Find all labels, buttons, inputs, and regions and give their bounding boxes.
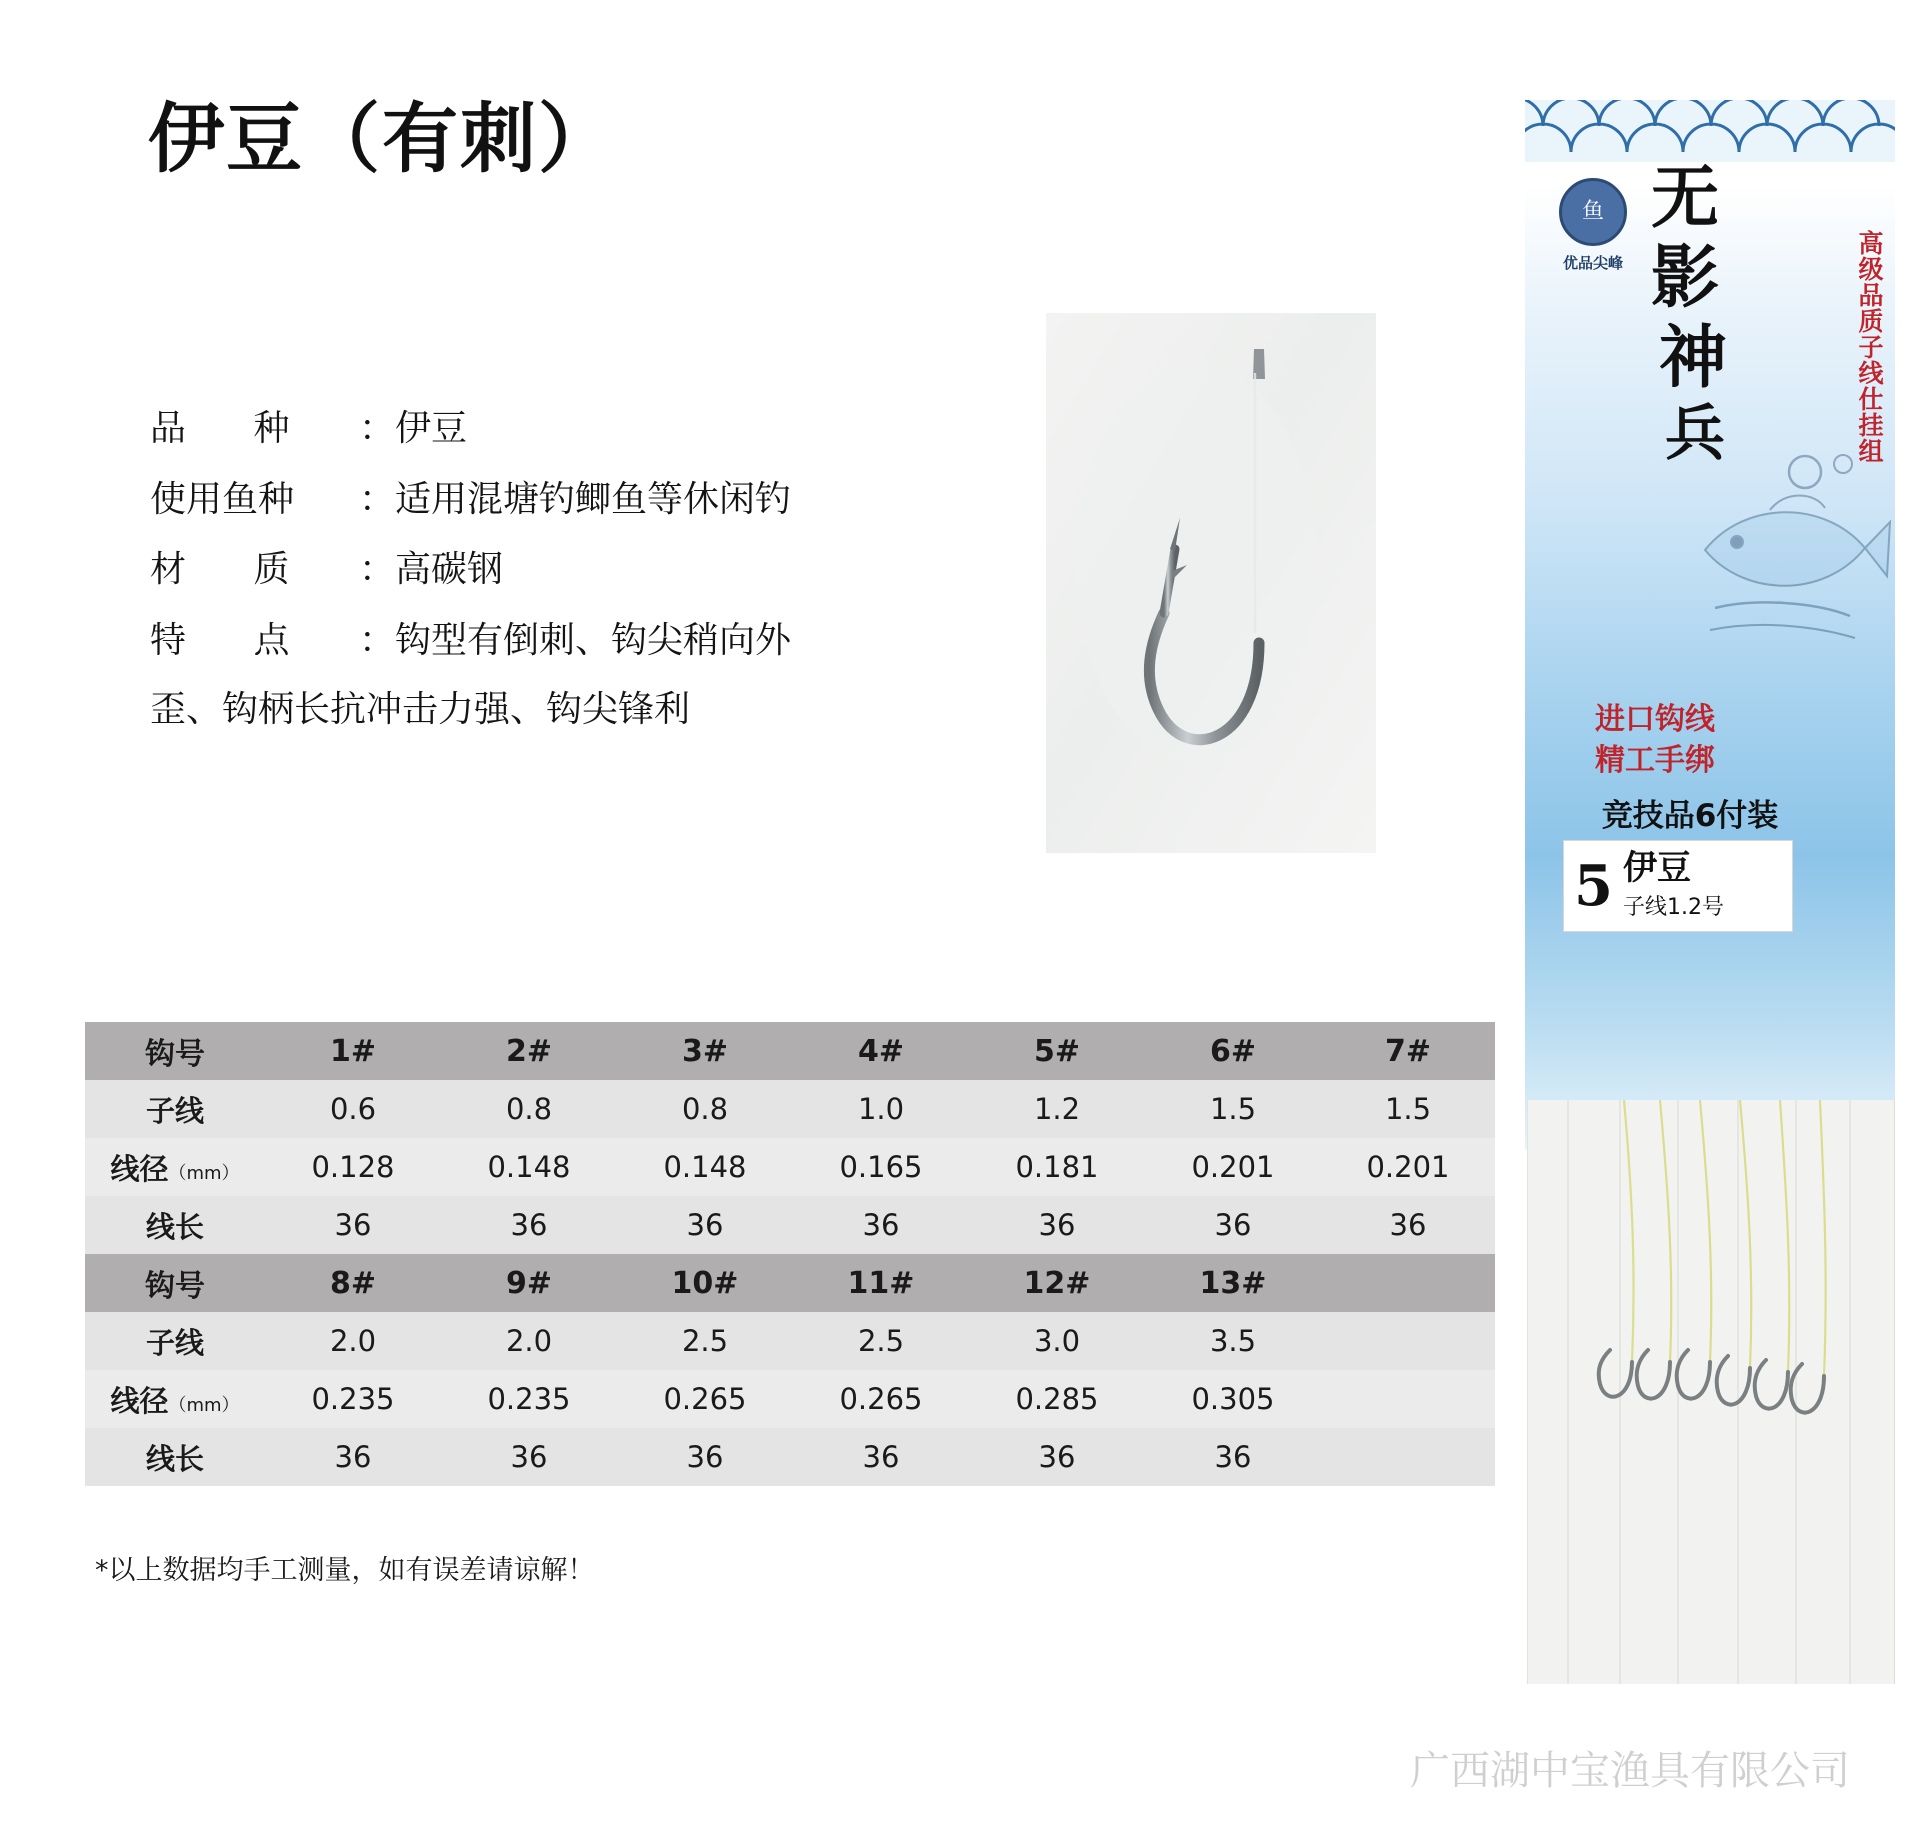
table-row-header-2 <box>85 1254 1495 1312</box>
package-card <box>1525 100 1895 1150</box>
table-cell: 12# <box>969 1254 1145 1312</box>
spec-table <box>85 1022 1495 1486</box>
table-cell: 4# <box>793 1022 969 1080</box>
table-cell: 1# <box>265 1022 441 1080</box>
spec-label-text2: 质 <box>253 549 290 591</box>
table-cell: 0.128 <box>265 1138 441 1196</box>
table-cell: 2.5 <box>617 1312 793 1370</box>
spec-label-text: 使用鱼种 <box>150 478 295 520</box>
package-size-label <box>1563 840 1793 932</box>
table-cell: 36 <box>1145 1428 1321 1486</box>
spec-colon: ： <box>358 408 395 449</box>
size-type-name: 伊豆 <box>1622 847 1691 888</box>
table-cell <box>1321 1370 1495 1428</box>
brand-char-1: 无 <box>1651 158 1720 238</box>
row-label-length: 线长 <box>85 1428 265 1486</box>
table-cell: 36 <box>441 1428 617 1486</box>
table-row <box>85 1138 1495 1196</box>
spec-row <box>150 617 950 666</box>
package-red-line-2: 精工手绑 <box>1595 742 1715 778</box>
table-cell: 0.6 <box>265 1080 441 1138</box>
size-line-spec: 子线1.2号 <box>1622 895 1724 921</box>
company-footer: 广西湖中宝渔具有限公司 <box>1410 1748 1850 1794</box>
package-red-text <box>1525 700 1785 781</box>
table-cell: 1.5 <box>1145 1080 1321 1138</box>
row-label-diameter <box>85 1370 265 1428</box>
table-cell: 0.265 <box>793 1370 969 1428</box>
table-cell: 5# <box>969 1022 1145 1080</box>
table-cell <box>1321 1428 1495 1486</box>
logo-text: 优品尖峰 <box>1562 254 1623 272</box>
row-label-hook-no: 钩号 <box>85 1254 265 1312</box>
table-cell: 36 <box>969 1196 1145 1254</box>
table-cell: 3# <box>617 1022 793 1080</box>
table-cell: 0.265 <box>617 1370 793 1428</box>
table-cell: 2.0 <box>265 1312 441 1370</box>
row-label-diameter-text: 线径 <box>110 1151 169 1186</box>
table-cell: 36 <box>969 1428 1145 1486</box>
row-label-diameter-text: 线径 <box>110 1383 169 1418</box>
spec-continuation: 歪、钩柄长抗冲击力强、钩尖锋利 <box>150 689 691 731</box>
table-row <box>85 1196 1495 1254</box>
spec-colon: ： <box>358 549 395 591</box>
table-row <box>85 1370 1495 1428</box>
spec-row <box>150 405 950 454</box>
package-side-text: 高级品质子线仕挂组 <box>1855 230 1884 464</box>
table-cell <box>1321 1312 1495 1370</box>
table-cell: 36 <box>265 1196 441 1254</box>
package-photo <box>1525 100 1895 1684</box>
table-cell: 0.285 <box>969 1370 1145 1428</box>
spec-label-text: 材 <box>150 549 187 591</box>
table-cell: 0.148 <box>617 1138 793 1196</box>
row-label-line: 子线 <box>85 1312 265 1370</box>
spec-colon: ： <box>358 619 395 661</box>
table-cell: 0.201 <box>1145 1138 1321 1196</box>
spec-value: 高碳钢 <box>395 549 504 591</box>
table-cell: 36 <box>441 1196 617 1254</box>
wave-pattern-icon <box>1525 100 1895 162</box>
table-cell: 0.148 <box>441 1138 617 1196</box>
spec-label <box>150 546 395 595</box>
table-cell: 7# <box>1321 1022 1495 1080</box>
table-cell: 10# <box>617 1254 793 1312</box>
hook-product-photo <box>1046 313 1376 853</box>
table-cell: 36 <box>617 1196 793 1254</box>
table-cell: 2# <box>441 1022 617 1080</box>
table-cell: 0.305 <box>1145 1370 1321 1428</box>
spec-list <box>150 405 950 754</box>
spec-row <box>150 476 950 525</box>
page-title: 伊豆（有刺） <box>148 94 616 183</box>
spec-label-text2: 种 <box>253 408 290 449</box>
table-cell: 36 <box>265 1428 441 1486</box>
table-cell: 2.0 <box>441 1312 617 1370</box>
spec-row <box>150 546 950 595</box>
table-row <box>85 1428 1495 1486</box>
spec-value: 伊豆 <box>395 408 468 449</box>
spec-label-text: 品 <box>150 408 187 449</box>
table-cell: 1.5 <box>1321 1080 1495 1138</box>
package-red-line-1: 进口钩线 <box>1595 702 1715 737</box>
brand-logo <box>1547 178 1639 273</box>
row-label-diameter-unit: （mm） <box>168 1394 240 1416</box>
table-note: *以上数据均手工测量，如有误差请谅解！ <box>95 1555 595 1586</box>
table-cell: 36 <box>617 1428 793 1486</box>
brand-char-4: 兵 <box>1665 398 1725 469</box>
spec-value: 钩型有倒刺、钩尖稍向外 <box>395 619 792 661</box>
size-number: 5 <box>1574 853 1613 919</box>
table-cell: 36 <box>793 1196 969 1254</box>
brand-char-2: 影 <box>1651 238 1720 319</box>
brand-name <box>1651 158 1781 470</box>
spec-value: 适用混塘钓鲫鱼等休闲钓 <box>395 478 792 520</box>
spec-table-wrap <box>85 1022 1495 1486</box>
table-row <box>85 1312 1495 1370</box>
table-row-header-1 <box>85 1022 1495 1080</box>
table-cell: 3.5 <box>1145 1312 1321 1370</box>
table-cell: 36 <box>1321 1196 1495 1254</box>
row-label-hook-no: 钩号 <box>85 1022 265 1080</box>
table-cell: 1.2 <box>969 1080 1145 1138</box>
hooks-in-bag-illustration <box>1528 1100 1894 1684</box>
size-label-right <box>1622 847 1724 922</box>
table-cell: 0.8 <box>441 1080 617 1138</box>
row-label-diameter <box>85 1138 265 1196</box>
table-cell: 9# <box>441 1254 617 1312</box>
table-cell: 0.235 <box>441 1370 617 1428</box>
row-label-length: 线长 <box>85 1196 265 1254</box>
spec-label <box>150 476 395 525</box>
table-cell: 0.181 <box>969 1138 1145 1196</box>
row-label-line: 子线 <box>85 1080 265 1138</box>
table-cell: 8# <box>265 1254 441 1312</box>
table-cell: 36 <box>793 1428 969 1486</box>
spec-label <box>150 617 395 666</box>
brand-char-3: 神 <box>1659 318 1728 399</box>
package-bag-with-hooks <box>1527 1100 1895 1684</box>
table-cell: 6# <box>1145 1022 1321 1080</box>
table-cell: 1.0 <box>793 1080 969 1138</box>
table-row <box>85 1080 1495 1138</box>
table-cell: 2.5 <box>793 1312 969 1370</box>
table-cell: 0.201 <box>1321 1138 1495 1196</box>
table-cell: 3.0 <box>969 1312 1145 1370</box>
spec-label <box>150 405 395 454</box>
spec-colon: ： <box>358 478 395 520</box>
table-cell <box>1321 1254 1495 1312</box>
row-label-diameter-unit: （mm） <box>168 1162 240 1184</box>
package-quantity-text: 竞技品6付装 <box>1601 798 1779 834</box>
hook-illustration <box>1046 313 1376 853</box>
table-cell: 0.235 <box>265 1370 441 1428</box>
table-cell: 13# <box>1145 1254 1321 1312</box>
spec-label-text: 特 <box>150 619 187 661</box>
logo-mark-icon: 鱼 <box>1559 178 1627 246</box>
table-cell: 11# <box>793 1254 969 1312</box>
table-cell: 36 <box>1145 1196 1321 1254</box>
table-cell: 0.8 <box>617 1080 793 1138</box>
table-cell: 0.165 <box>793 1138 969 1196</box>
spec-label-text2: 点 <box>253 619 290 661</box>
